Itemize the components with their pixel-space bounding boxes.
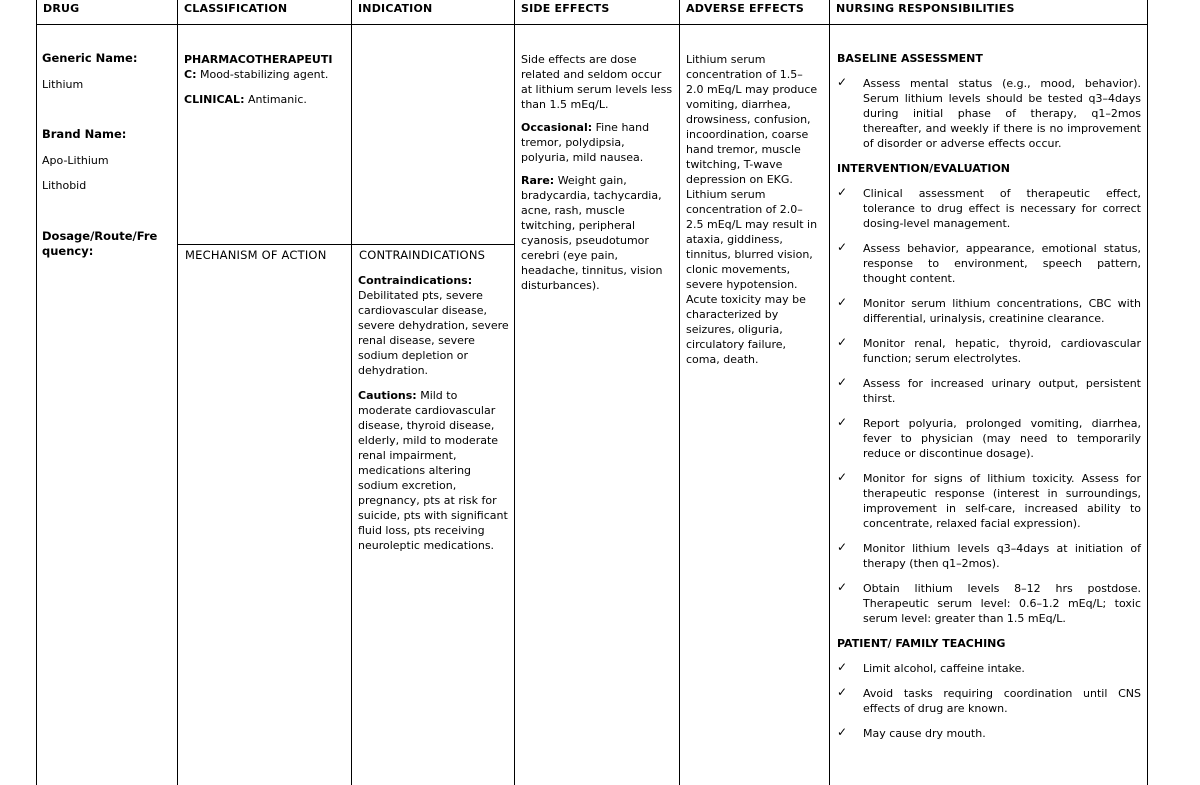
pharmacotherapeutic-value: Mood-stabilizing agent. [199, 68, 329, 81]
header-nursing: NURSING RESPONSIBILITIES [836, 2, 1015, 15]
checklist-item-text: Monitor serum lithium concentrations, CBC with differential, urinalysis, creatinine clearance. [863, 297, 1141, 325]
checklist-item [837, 471, 1141, 531]
pharmacotherapeutic-block [184, 52, 349, 82]
teaching-list [837, 661, 1141, 741]
side-effects-block [521, 52, 673, 299]
checklist-item-text: Assess for increased urinary output, persistent thirst. [863, 377, 1141, 405]
dosage-label-line: quency: [42, 244, 94, 258]
checkmark-icon: ✓ [837, 725, 848, 739]
pharmacotherapeutic-label: C: [184, 68, 197, 81]
dosage-label [42, 229, 157, 259]
side-effects-occasional [521, 120, 673, 165]
contraindications-block [358, 273, 510, 559]
checklist-item [837, 686, 1141, 716]
column-divider [514, 0, 515, 785]
cautions-label: Cautions: [358, 389, 417, 402]
dosage-label-line: Dosage/Route/Fre [42, 229, 158, 243]
subsection-divider [177, 244, 515, 245]
generic-name-label: Generic Name: [42, 51, 138, 65]
clinical-line [184, 92, 349, 107]
baseline-list [837, 76, 1141, 151]
header-row-divider [36, 24, 1148, 25]
contraindications-text: Debilitated pts, severe cardiovascular disease, severe dehydration, severe renal disease, severe sodium depletion or dehydration. [358, 289, 509, 377]
checklist-item-text: Assess mental status (e.g., mood, behavior). Serum lithium levels should be tested q3–4days during initial phase of therapy, q1–2mos thereafter, and weekly if there is no improvement of disorder or adverse effects occur. [863, 77, 1141, 150]
contraindications-label: Contraindications: [358, 274, 473, 287]
header-classification: CLASSIFICATION [184, 2, 288, 15]
brand-name-value: Lithobid [42, 179, 87, 192]
brand-name-value: Apo-Lithium [42, 154, 109, 167]
checklist-item-text: Monitor renal, hepatic, thyroid, cardiovascular function; serum electrolytes. [863, 337, 1141, 365]
checkmark-icon: ✓ [837, 185, 848, 199]
column-divider [679, 0, 680, 785]
checklist-item-text: May cause dry mouth. [863, 727, 986, 740]
checkmark-icon: ✓ [837, 335, 848, 349]
column-divider [177, 0, 178, 785]
clinical-value: Antimanic. [247, 93, 307, 106]
checkmark-icon: ✓ [837, 415, 848, 429]
checklist-item-text: Obtain lithium levels 8–12 hrs postdose. Therapeutic serum level: 0.6–1.2 mEq/L; toxic serum level: greater than 1.5 mEq/L. [863, 582, 1141, 625]
checklist-item [837, 186, 1141, 231]
side-effects-rare [521, 173, 673, 293]
clinical-label: CLINICAL: [184, 93, 245, 106]
checkmark-icon: ✓ [837, 580, 848, 594]
checklist-item-text: Monitor for signs of lithium toxicity. Assess for therapeutic response (interest in surroundings, improvement in self-care, increased ability to concentrate, relaxed facial expression). [863, 472, 1141, 530]
rare-label: Rare: [521, 174, 555, 187]
column-divider [829, 0, 830, 785]
checklist-item [837, 76, 1141, 151]
nursing-responsibilities [837, 51, 1141, 751]
header-indication: INDICATION [358, 2, 433, 15]
checklist-item-text: Monitor lithium levels q3–4days at initiation of therapy (then q1–2mos). [863, 542, 1141, 570]
brand-name-label: Brand Name: [42, 127, 127, 141]
checkmark-icon: ✓ [837, 295, 848, 309]
adverse-effects-text: Lithium serum concentration of 1.5–2.0 mEq/L may produce vomiting, diarrhea, drowsiness, confusion, incoordination, coarse hand tremor, muscle twitching, T-wave depression on EKG. Lithium serum concentration of 2.0–2.5 mEq/L may result in ataxia, giddiness, tinnitus, blurred vision, clonic movements, severe hypotension. Acute toxicity may be characterized by seizures, oliguria, circulatory failure, coma, death. [686, 53, 818, 366]
checklist-item [837, 661, 1141, 676]
contraindications-header: CONTRAINDICATIONS [359, 248, 486, 262]
checklist-item-text: Report polyuria, prolonged vomiting, diarrhea, fever to physician (may need to temporarily reduce or discontinue dosage). [863, 417, 1141, 460]
occasional-text: Fine hand tremor, polydipsia, polyuria, mild nausea. [521, 121, 650, 164]
checkmark-icon: ✓ [837, 75, 848, 89]
column-divider [351, 0, 352, 785]
occasional-label: Occasional: [521, 121, 593, 134]
side-effects-intro: Side effects are dose related and seldom occur at lithium serum levels less than 1.5 mEq/L. [521, 53, 673, 111]
checklist-item-text: Avoid tasks requiring coordination until CNS effects of drug are known. [863, 687, 1141, 715]
header-adverse-effects: ADVERSE EFFECTS [686, 2, 804, 15]
checklist-item [837, 581, 1141, 626]
checklist-item [837, 241, 1141, 286]
patient-family-teaching-title: PATIENT/ FAMILY TEACHING [837, 637, 1006, 650]
checkmark-icon: ✓ [837, 375, 848, 389]
checklist-item [837, 376, 1141, 406]
header-drug: DRUG [43, 2, 80, 15]
checkmark-icon: ✓ [837, 240, 848, 254]
rare-text: Weight gain, bradycardia, tachycardia, acne, rash, muscle twitching, peripheral cyanosis, pseudotumor cerebri (eye pain, headache, tinnitus, vision disturbances). [521, 174, 663, 292]
cautions-paragraph [358, 388, 510, 553]
intervention-list [837, 186, 1141, 626]
checkmark-icon: ✓ [837, 540, 848, 554]
intervention-evaluation-title: INTERVENTION/EVALUATION [837, 162, 1011, 175]
header-side-effects: SIDE EFFECTS [521, 2, 610, 15]
column-divider [36, 0, 37, 785]
cautions-text: Mild to moderate cardiovascular disease, thyroid disease, elderly, mild to moderate renal impairment, medications altering sodium excretion, pregnancy, pts at risk for suicide, pts with significant fluid loss, pts receiving neuroleptic medications. [358, 389, 508, 552]
contraindications-paragraph [358, 273, 510, 378]
generic-name-value: Lithium [42, 78, 84, 91]
checklist-item [837, 336, 1141, 366]
checklist-item [837, 541, 1141, 571]
pharmacotherapeutic-line [184, 67, 349, 82]
pharmacotherapeutic-label: PHARMACOTHERAPEUTI [184, 53, 333, 66]
checklist-item-text: Assess behavior, appearance, emotional status, response to environment, speech pattern, thought content. [863, 242, 1141, 285]
checkmark-icon: ✓ [837, 685, 848, 699]
mechanism-of-action-header: MECHANISM OF ACTION [185, 248, 327, 262]
checklist-item-text: Clinical assessment of therapeutic effect, tolerance to drug effect is necessary for correct dosing-level management. [863, 187, 1141, 230]
checklist-item [837, 296, 1141, 326]
checklist-item [837, 726, 1141, 741]
checkmark-icon: ✓ [837, 470, 848, 484]
checklist-item [837, 416, 1141, 461]
column-divider [1147, 0, 1148, 785]
checklist-item-text: Limit alcohol, caffeine intake. [863, 662, 1025, 675]
baseline-assessment-title: BASELINE ASSESSMENT [837, 52, 983, 65]
checkmark-icon: ✓ [837, 660, 848, 674]
